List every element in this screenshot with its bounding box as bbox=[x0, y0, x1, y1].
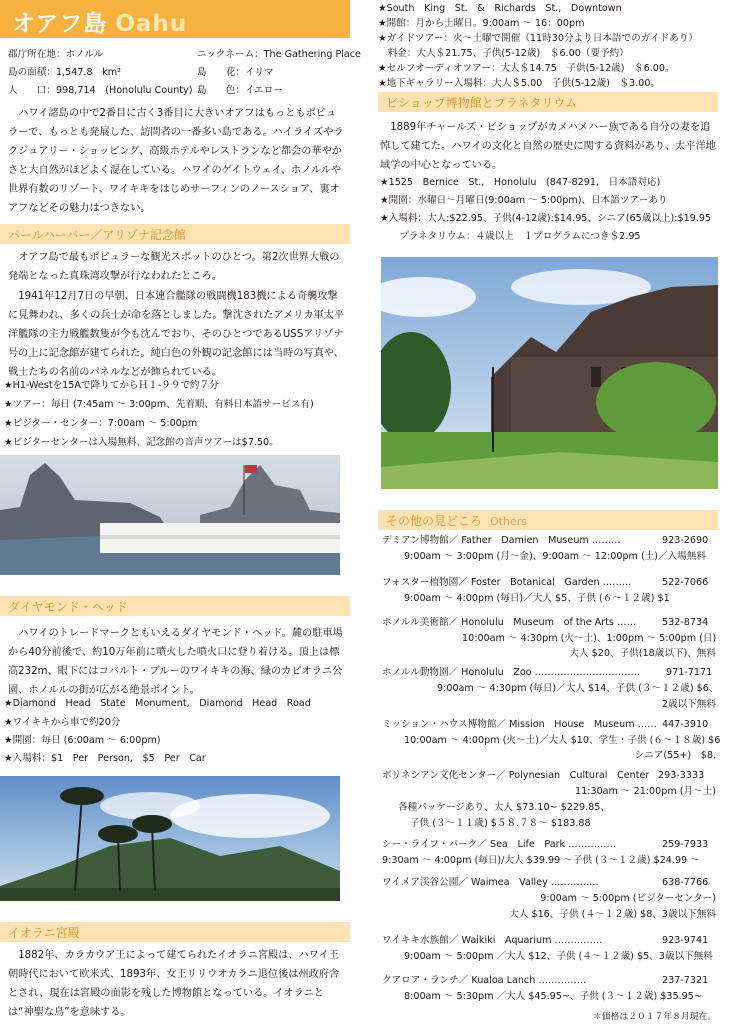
iolani-item: ★地下ギャラリー入場料：大人＄5.00 子供(5-12歳) ＄3.00。 bbox=[378, 78, 661, 89]
section-others bbox=[378, 510, 718, 530]
list-item-name: シー・ライフ・パーク／ Sea Life Park …………… bbox=[382, 839, 617, 850]
section-heading: ビショップ博物館とプラネタリウム bbox=[386, 96, 578, 110]
bishop-item: ★入場料：大人:$22.95、子供(4-12歳):$14.95、シニア(65歳以上):$19.95 bbox=[380, 213, 712, 224]
list-item-detail: 子供 (３～１１歳) $５８.７８～ $183.88 bbox=[410, 818, 591, 829]
list-item-detail: 大人 $16、子供 (４～１２歳) $8、3歳以下無料 bbox=[509, 909, 716, 920]
iolani-item: ★開館：月から土曜日。9:00am ～ 16：00pm bbox=[378, 18, 585, 29]
list-item-name: デミアン博物館／ Father Damien Museum ……… bbox=[382, 535, 621, 546]
diamond-item: ★開園：毎日 (6:00am ～ 6:00pm) bbox=[4, 735, 161, 746]
iolani-item: ★South King St. & Richards St., Downtown bbox=[378, 3, 622, 14]
section-bishop-museum bbox=[378, 92, 718, 112]
bishop-item: ★1525 Bernice St., Honolulu (847-8291, 日本語対応) bbox=[380, 177, 661, 188]
iolani-item: ★ガイドツアー：火～土曜で開催（11時30分より日本語でのガイドあり） bbox=[378, 33, 698, 44]
iolani-item: ★セルフオーディオツアー：大人＄14.75 子供(5-12歳) ＄6.00。 bbox=[378, 63, 675, 74]
section-pearl-harbor bbox=[0, 224, 350, 244]
list-item-phone: 447-3910 bbox=[662, 719, 709, 730]
section-heading: パールハーバー／アリゾナ記念館 bbox=[8, 228, 186, 242]
diamond-item: ★Diamond Head State Monument, Diamond Head Road bbox=[4, 698, 311, 709]
list-item-phone: 923-2690 bbox=[662, 535, 709, 546]
section-heading-en: Others bbox=[490, 515, 527, 528]
diamond-body: ハワイのトレードマークともいえるダイヤモンド・ヘッド。麓の駐車場から40分前後で、約10万年前に噴火した噴火口に登り着ける。頂上は標高232m、眼下にはコバルト・ブルーのワイキキの海、緑のカピオラニ公園、ホノルルの街が広がる絶景ポイント。 bbox=[8, 628, 343, 696]
list-item-phone: 971-7171 bbox=[666, 667, 713, 678]
pearl-item: ★ビジター・センター：7:00am ～ 5:00pm bbox=[4, 418, 198, 429]
list-item-phone: 259-7933 bbox=[662, 839, 709, 850]
list-item-name: ポリネシアン文化センター／ Polynesian Cultural Center bbox=[382, 770, 650, 781]
list-item-phone: 522-7066 bbox=[662, 577, 709, 588]
list-item-name: ホノルル美術館／ Honolulu Museum of the Arts …… bbox=[382, 617, 637, 628]
list-item-detail: 9:00am ～ 4:00pm (毎日)／大人 $5、子供 (６～１２歳) $1 bbox=[404, 593, 670, 604]
list-item-detail: 8:00am ～ 5:30pm ／大人 $45.95~、子供 (３～１２歳) $35.95~ bbox=[404, 991, 702, 1002]
list-item-name: ミッション・ハウス博物館／ Mission House Museum …… bbox=[382, 719, 657, 730]
pearl-item: ★ツアー：毎日 (7:45am ～ 3:00pm、先着順、有料日本語サービス有) bbox=[4, 399, 314, 410]
list-item-name: フォスター植物園／ Foster Botanical Garden ……… bbox=[382, 577, 632, 588]
pearl-harbor-photo bbox=[0, 455, 340, 575]
pearl-body-2: 1941年12月7日の早朝、日本連合艦隊の戦闘機183機による奇襲攻撃に見舞われ、多くの兵士が命を落としました。撃沈されたアメリカ軍太平洋艦隊の主力戦艦数隻が今も沈んでおり、そのひとつであるUSSアリゾナ号の上に記念館が建てられた。純白色の外観の記念館には当時の写真や、戦士たちの名前のパネルなどが飾られている。 bbox=[8, 291, 345, 378]
list-item-detail: 9:00am ～ 5:00pm ／大人 $12、子供 (４～１２歳) $5、3歳以下無料 bbox=[404, 951, 713, 962]
page-title-bar bbox=[0, 0, 350, 38]
pearl-item: ★ビジターセンターは入場無料、記念館の音声ツアーは$7.50。 bbox=[4, 437, 279, 448]
list-item-detail: 9:00am ～ 5:00pm (ビジターセンター) bbox=[540, 893, 716, 904]
intro-text: ハワイ諸島の中で2番目に古く3番目に大きいオアフはもっともポピュラーで、もっとも発展した、訪問者の一番多い島である。ハイライズやラクジュアリー・ショッピング、高級ホテルやレストランなど都会の華やかさと大自然がほどよく混在している。ハワイのゲイトウェイ、ホノルルや世界有数のリゾート、ワイキキをはじめサーフィンのノースショア、裏オアフなどその魅力はつきない。 bbox=[8, 108, 344, 214]
list-item-detail: 9:00am ～ 4:30pm (毎日)／大人 $14、子供 (３～１２歳) $6、 bbox=[437, 683, 719, 694]
iolani-body: 1882年、カラカウア王によって建てられたイオラニ宮殿は、ハワイ王朝時代において欧米式、1893年、女王リリウオカラニ退位後は州政府舎とされ、現在は宮殿の面影を残した博物館となっている。イオラニとは“神聖な鳥”を意味する。 bbox=[8, 950, 340, 1018]
pearl-item: ★H1-Westを15Aで降りてからＨ１-９９で約７分 bbox=[4, 380, 219, 391]
footnote: ＊価格は２０１７年８月現在。 bbox=[593, 1012, 717, 1022]
diamond-head-photo bbox=[0, 776, 340, 901]
fact-nickname: ニックネーム：The Gathering Place bbox=[197, 49, 361, 60]
list-item-name: ワイキキ水族館／ Waikiki Aquarium …………… bbox=[382, 935, 603, 946]
page-title: オアフ島 Oahu bbox=[12, 11, 188, 37]
bishop-item: プラネタリウム：４歳以上 １プログラムにつき＄2.95 bbox=[380, 231, 641, 242]
section-heading: イオラニ宮殿 bbox=[8, 926, 80, 940]
iolani-item: 料金：大人＄21.75、子供(5-12歳) ＄6.00（要予約） bbox=[378, 48, 629, 59]
list-item-detail: 11:30am ～ 21:00pm (月～土) bbox=[575, 786, 716, 797]
list-item-name: ホノルル動物園／ Honolulu Zoo …………………………… bbox=[382, 667, 641, 678]
list-item-phone: 923-9741 bbox=[662, 935, 709, 946]
diamond-item: ★入場料：$1 Per Person, $5 Per Car bbox=[4, 753, 206, 764]
fact-area: 島の面積：1,547.8 km² bbox=[8, 67, 121, 78]
list-item-name: ワイメア渓谷公園／ Waimea Valley …………… bbox=[382, 877, 599, 888]
list-item-detail: 9:00am ～ 3:00pm (月～金)、9:00am ～ 12:00pm (土)／入場無料 bbox=[404, 551, 706, 562]
bishop-body: 1889年チャールズ・ビショップがカメハメハー族である自分の妻を追悼して建てた。ハワイの文化と自然の歴史に関する資料があり、太平洋地域学の中心となっている。 bbox=[380, 122, 716, 171]
bishop-item: ★開園：水曜日～月曜日(9:00am ～ 5:00pm)、日本語ツアーあり bbox=[380, 195, 668, 206]
section-heading: その他の見どころ Others bbox=[386, 514, 527, 528]
list-item-phone: 237-7321 bbox=[662, 975, 709, 986]
list-item-detail: 9:30am ～ 4:00pm (毎日)/大人 $39.99 ～子供 (３～１２歳) $24.99 ～ bbox=[382, 855, 700, 866]
list-item-phone: 532-8734 bbox=[662, 617, 709, 628]
list-item-detail: 10:00am ～ 4:30pm (火～土)、1:00pm ～ 5:00pm (日) bbox=[462, 633, 717, 644]
list-item-detail: シニア(55+) $8. bbox=[634, 750, 716, 761]
list-item-detail: 2歳以下無料 bbox=[661, 699, 716, 710]
page-title-en: Oahu bbox=[115, 11, 188, 37]
diamond-item: ★ワイキキから車で約20分 bbox=[4, 717, 121, 728]
list-item-detail: 10:00am ～ 4:00pm (火～土)／大人 $10、学生・子供 (６～１８歳) $6 bbox=[404, 735, 721, 746]
fact-population: 人 口：998,714 (Honolulu County) bbox=[8, 85, 193, 96]
bishop-museum-photo bbox=[381, 257, 718, 489]
list-item-detail: 各種パッケージあり、大人 $73.10~ $229.85、 bbox=[398, 802, 610, 813]
list-item-name: クアロア・ランチ／ Kualoa Lanch …………… bbox=[382, 975, 587, 986]
section-iolani-palace bbox=[0, 922, 350, 942]
list-item-phone: 293-3333 bbox=[658, 770, 705, 781]
fact-capital: 郡庁所在地：ホノルル bbox=[8, 49, 104, 60]
fact-flower: 島 花：イリマ bbox=[197, 67, 274, 78]
list-item-phone: 638-7766 bbox=[662, 877, 709, 888]
section-diamond-head bbox=[0, 596, 350, 616]
list-item-detail: 大人 $20、子供(18歳以下)、無料 bbox=[569, 648, 716, 659]
pearl-body-1: オアフ島で最もポピュラーな観光スポットのひとつ。第2次世界大戦の発端となった真珠湾攻撃が行なわれたところ。 bbox=[8, 252, 340, 282]
fact-color: 島 色：イエロー bbox=[197, 85, 283, 96]
section-heading: ダイヤモンド・ヘッド bbox=[8, 600, 128, 614]
